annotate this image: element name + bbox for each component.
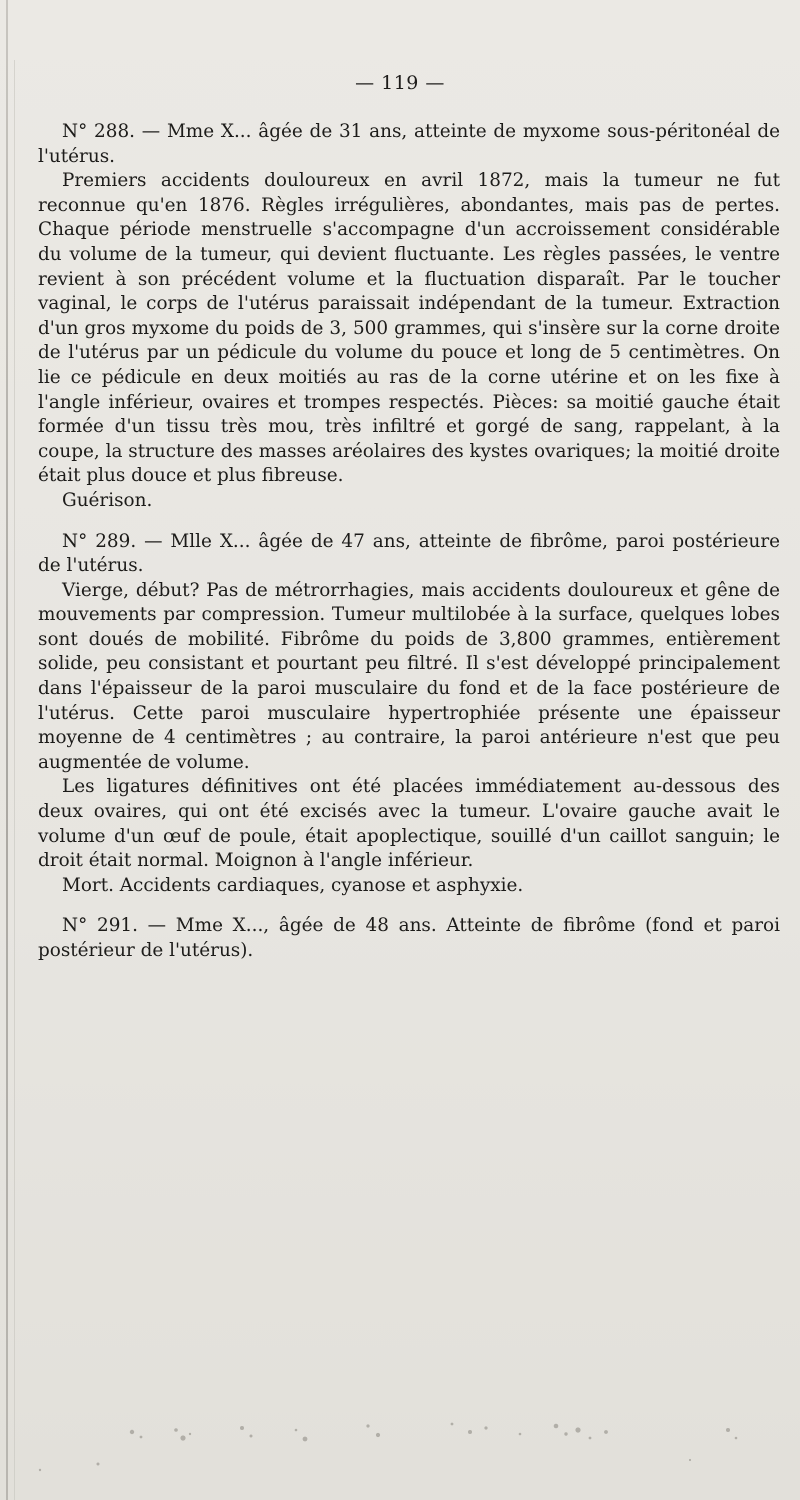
case-288-heading: N° 288. — Mme X... âgée de 31 ans, atteinte de myxome sous-péritonéal de l'utérus.	[38, 121, 780, 167]
binding-shadow	[14, 60, 15, 1500]
binding-edge	[6, 0, 8, 1500]
case-291-heading: N° 291. — Mme X..., âgée de 48 ans. Atteinte de fibrôme (fond et paroi postérieur de l'utérus).	[38, 915, 780, 961]
case-289-description: Vierge, début? Pas de métrorrhagies, mais accidents douloureux et gêne de mouvements par compression. Tumeur multilobée à la surface, quelques lobes sont doués de mobilité. Fibrôme du poids de 3,800 grammes, entièrement solide, peu consistant et pourtant peu filtré. Il s'est développé principalement dans l'épaisseur de la paroi musculaire du fond et de la face postérieure de l'utérus. Cette paroi musculaire hypertrophiée présente une épaisseur moyenne de 4 centimètres ; au contraire, la paroi antérieure n'est que peu augmentée de volume.	[38, 579, 780, 773]
paper-speckles	[0, 1390, 800, 1500]
case-289-outcome: Mort. Accidents cardiaques, cyanose et asphyxie.	[62, 874, 524, 896]
case-288-description: Premiers accidents douloureux en avril 1872, mais la tumeur ne fut reconnue qu'en 1876. Règles irrégulières, abondantes, mais pas de pertes. Chaque période menstruelle s'accompagne d'un accroissement considérable du volume de la tumeur, qui devient fluctuante. Les règles passées, le ventre revient à son précédent volume et la fluctuation disparaît. Par le toucher vaginal, le corps de l'utérus paraissait indépendant de la tumeur. Extraction d'un gros myxome du poids de 3, 500 grammes, qui s'insère sur la corne droite de l'utérus par un pédicule du volume du pouce et long de 5 centimètres. On lie ce pédicule en deux moitiés au ras de la corne utérine et on les fixe à l'angle inférieur, ovaires et trompes respectés. Pièces: sa moitié gauche était formée d'un tissu très mou, très infiltré et gorgé de sang, rappelant, à la coupe, la structure des masses aréolaires des kystes ovariques; la moitié droite était plus douce et plus fibreuse.	[38, 170, 780, 487]
case-289-heading: N° 289. — Mlle X... âgée de 47 ans, atteinte de fibrôme, paroi postérieure de l'utérus.	[38, 530, 780, 577]
page-number: — 119 —	[355, 72, 445, 94]
case-288-outcome: Guérison.	[62, 489, 153, 511]
case-289-ligatures: Les ligatures définitives ont été placées immédiatement au-dessous des deux ovaires, qui ont été excisés avec la tumeur. L'ovaire gauche avait le volume d'un œuf de poule, était apoplectique, souillé d'un caillot sanguin; le droit était normal. Moignon à l'angle inférieur.	[38, 776, 780, 872]
page-body	[38, 120, 780, 964]
